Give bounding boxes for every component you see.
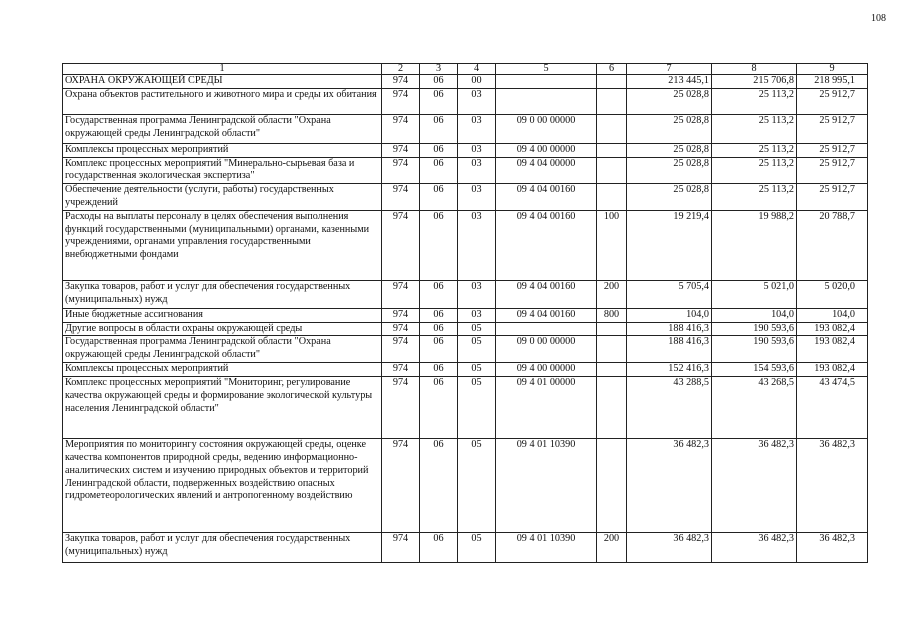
sum-col7-cell: 36 482,3	[627, 439, 712, 533]
name-cell: Другие вопросы в области охраны окружающей среды	[63, 322, 382, 336]
sum-col8-cell: 104,0	[712, 308, 797, 322]
section-cell: 06	[420, 114, 458, 143]
grbs-cell: 974	[382, 157, 420, 184]
expense-type-cell	[597, 322, 627, 336]
column-header-7: 7	[627, 64, 712, 75]
grbs-cell: 974	[382, 363, 420, 377]
sum-col8-cell: 25 113,2	[712, 143, 797, 157]
name-cell: Комплексы процессных мероприятий	[63, 363, 382, 377]
grbs-cell: 974	[382, 322, 420, 336]
expense-type-cell	[597, 336, 627, 363]
sum-col9-cell: 193 082,4	[797, 336, 868, 363]
grbs-cell: 974	[382, 75, 420, 89]
grbs-cell: 974	[382, 184, 420, 211]
sum-col9-cell: 104,0	[797, 308, 868, 322]
name-cell: Охрана объектов растительного и животного мира и среды их обитания	[63, 88, 382, 114]
column-header-6: 6	[597, 64, 627, 75]
subsection-cell: 05	[458, 377, 496, 439]
section-cell: 06	[420, 143, 458, 157]
grbs-cell: 974	[382, 336, 420, 363]
sum-col8-cell: 43 268,5	[712, 377, 797, 439]
table-row	[63, 210, 868, 280]
sum-col7-cell: 25 028,8	[627, 184, 712, 211]
expense-type-cell	[597, 75, 627, 89]
column-header-8: 8	[712, 64, 797, 75]
expense-type-cell	[597, 439, 627, 533]
budget-table	[62, 63, 868, 563]
grbs-cell: 974	[382, 88, 420, 114]
section-cell: 06	[420, 308, 458, 322]
subsection-cell: 05	[458, 322, 496, 336]
sum-col8-cell: 25 113,2	[712, 114, 797, 143]
grbs-cell: 974	[382, 533, 420, 563]
table-row	[63, 157, 868, 184]
sum-col8-cell: 5 021,0	[712, 280, 797, 308]
name-cell: Мероприятия по мониторингу состояния окружающей среды, оценке качества компонентов природной среды, ведению информационно-аналитических систем и изучению природных объектов и территорий Ленинградской области, подверженных воздействию опасных гидрометеорологических явлений и антропогенному воздействию	[63, 439, 382, 533]
table-row	[63, 114, 868, 143]
subsection-cell: 03	[458, 184, 496, 211]
sum-col8-cell: 190 593,6	[712, 322, 797, 336]
section-cell: 06	[420, 363, 458, 377]
subsection-cell: 03	[458, 210, 496, 280]
section-cell: 06	[420, 210, 458, 280]
grbs-cell: 974	[382, 439, 420, 533]
sum-col7-cell: 43 288,5	[627, 377, 712, 439]
sum-col9-cell: 25 912,7	[797, 184, 868, 211]
expense-type-cell	[597, 157, 627, 184]
sum-col8-cell: 25 113,2	[712, 184, 797, 211]
expense-type-cell: 100	[597, 210, 627, 280]
subsection-cell: 05	[458, 363, 496, 377]
name-cell: Государственная программа Ленинградской области "Охрана окружающей среды Ленинградской области"	[63, 336, 382, 363]
target-article-cell: 09 4 04 00000	[496, 157, 597, 184]
target-article-cell: 09 4 01 00000	[496, 377, 597, 439]
table-row	[63, 439, 868, 533]
expense-type-cell	[597, 114, 627, 143]
sum-col9-cell: 218 995,1	[797, 75, 868, 89]
grbs-cell: 974	[382, 114, 420, 143]
sum-col7-cell: 152 416,3	[627, 363, 712, 377]
name-cell: Расходы на выплаты персоналу в целях обеспечения выполнения функций государственными (муниципальными) органами, казенными учреждениями, органами управления государственными внебюджетными фондами	[63, 210, 382, 280]
section-cell: 06	[420, 322, 458, 336]
column-header-2: 2	[382, 64, 420, 75]
column-header-9: 9	[797, 64, 868, 75]
subsection-cell: 05	[458, 439, 496, 533]
table-row	[63, 336, 868, 363]
target-article-cell	[496, 322, 597, 336]
table-row	[63, 184, 868, 211]
grbs-cell: 974	[382, 308, 420, 322]
expense-type-cell	[597, 184, 627, 211]
sum-col7-cell: 25 028,8	[627, 114, 712, 143]
column-header-3: 3	[420, 64, 458, 75]
name-cell: Закупка товаров, работ и услуг для обеспечения государственных (муниципальных) нужд	[63, 280, 382, 308]
target-article-cell	[496, 88, 597, 114]
subsection-cell: 03	[458, 308, 496, 322]
expense-type-cell: 200	[597, 280, 627, 308]
sum-col9-cell: 43 474,5	[797, 377, 868, 439]
target-article-cell: 09 4 04 00160	[496, 184, 597, 211]
subsection-cell: 03	[458, 157, 496, 184]
name-cell: Комплексы процессных мероприятий	[63, 143, 382, 157]
section-cell: 06	[420, 184, 458, 211]
column-header-4: 4	[458, 64, 496, 75]
target-article-cell: 09 0 00 00000	[496, 114, 597, 143]
target-article-cell: 09 0 00 00000	[496, 336, 597, 363]
name-cell: Закупка товаров, работ и услуг для обеспечения государственных (муниципальных) нужд	[63, 533, 382, 563]
subsection-cell: 03	[458, 114, 496, 143]
expense-type-cell	[597, 363, 627, 377]
subsection-cell: 05	[458, 533, 496, 563]
target-article-cell	[496, 75, 597, 89]
sum-col7-cell: 36 482,3	[627, 533, 712, 563]
section-cell: 06	[420, 439, 458, 533]
section-cell: 06	[420, 377, 458, 439]
expense-type-cell	[597, 143, 627, 157]
subsection-cell: 03	[458, 143, 496, 157]
name-cell: Иные бюджетные ассигнования	[63, 308, 382, 322]
name-cell: Государственная программа Ленинградской области "Охрана окружающей среды Ленинградской области"	[63, 114, 382, 143]
subsection-cell: 00	[458, 75, 496, 89]
sum-col9-cell: 36 482,3	[797, 439, 868, 533]
name-cell: ОХРАНА ОКРУЖАЮЩЕЙ СРЕДЫ	[63, 75, 382, 89]
sum-col7-cell: 213 445,1	[627, 75, 712, 89]
sum-col7-cell: 188 416,3	[627, 336, 712, 363]
sum-col8-cell: 19 988,2	[712, 210, 797, 280]
table-row	[63, 533, 868, 563]
section-cell: 06	[420, 533, 458, 563]
target-article-cell: 09 4 04 00160	[496, 280, 597, 308]
table-row	[63, 143, 868, 157]
target-article-cell: 09 4 00 00000	[496, 363, 597, 377]
sum-col8-cell: 25 113,2	[712, 157, 797, 184]
sum-col7-cell: 25 028,8	[627, 143, 712, 157]
name-cell: Обеспечение деятельности (услуги, работы) государственных учреждений	[63, 184, 382, 211]
subsection-cell: 03	[458, 88, 496, 114]
sum-col7-cell: 104,0	[627, 308, 712, 322]
sum-col7-cell: 5 705,4	[627, 280, 712, 308]
sum-col9-cell: 25 912,7	[797, 88, 868, 114]
sum-col7-cell: 19 219,4	[627, 210, 712, 280]
section-cell: 06	[420, 75, 458, 89]
target-article-cell: 09 4 04 00160	[496, 308, 597, 322]
subsection-cell: 03	[458, 280, 496, 308]
table-row	[63, 308, 868, 322]
sum-col7-cell: 25 028,8	[627, 157, 712, 184]
grbs-cell: 974	[382, 377, 420, 439]
table-row	[63, 377, 868, 439]
section-cell: 06	[420, 157, 458, 184]
column-header-1: 1	[63, 64, 382, 75]
header-row	[63, 64, 868, 75]
sum-col8-cell: 215 706,8	[712, 75, 797, 89]
table-row	[63, 75, 868, 89]
sum-col8-cell: 190 593,6	[712, 336, 797, 363]
page-number: 108	[871, 13, 886, 24]
column-header-5: 5	[496, 64, 597, 75]
sum-col7-cell: 25 028,8	[627, 88, 712, 114]
sum-col9-cell: 25 912,7	[797, 114, 868, 143]
sum-col9-cell: 36 482,3	[797, 533, 868, 563]
table-row	[63, 280, 868, 308]
table-row	[63, 88, 868, 114]
target-article-cell: 09 4 01 10390	[496, 533, 597, 563]
name-cell: Комплекс процессных мероприятий "Минерально-сырьевая база и государственная экологическая экспертиза"	[63, 157, 382, 184]
target-article-cell: 09 4 00 00000	[496, 143, 597, 157]
expense-type-cell: 800	[597, 308, 627, 322]
subsection-cell: 05	[458, 336, 496, 363]
sum-col9-cell: 25 912,7	[797, 143, 868, 157]
sum-col9-cell: 193 082,4	[797, 322, 868, 336]
grbs-cell: 974	[382, 143, 420, 157]
sum-col8-cell: 36 482,3	[712, 533, 797, 563]
table-row	[63, 322, 868, 336]
grbs-cell: 974	[382, 210, 420, 280]
name-cell: Комплекс процессных мероприятий "Мониторинг, регулирование качества окружающей среды и формирование экологической культуры населения Ленинградской области"	[63, 377, 382, 439]
section-cell: 06	[420, 280, 458, 308]
expense-type-cell	[597, 88, 627, 114]
sum-col9-cell: 193 082,4	[797, 363, 868, 377]
section-cell: 06	[420, 88, 458, 114]
target-article-cell: 09 4 04 00160	[496, 210, 597, 280]
table-row	[63, 363, 868, 377]
sum-col9-cell: 5 020,0	[797, 280, 868, 308]
sum-col9-cell: 20 788,7	[797, 210, 868, 280]
grbs-cell: 974	[382, 280, 420, 308]
section-cell: 06	[420, 336, 458, 363]
expense-type-cell: 200	[597, 533, 627, 563]
sum-col9-cell: 25 912,7	[797, 157, 868, 184]
sum-col8-cell: 36 482,3	[712, 439, 797, 533]
sum-col8-cell: 154 593,6	[712, 363, 797, 377]
target-article-cell: 09 4 01 10390	[496, 439, 597, 533]
expense-type-cell	[597, 377, 627, 439]
sum-col8-cell: 25 113,2	[712, 88, 797, 114]
sum-col7-cell: 188 416,3	[627, 322, 712, 336]
